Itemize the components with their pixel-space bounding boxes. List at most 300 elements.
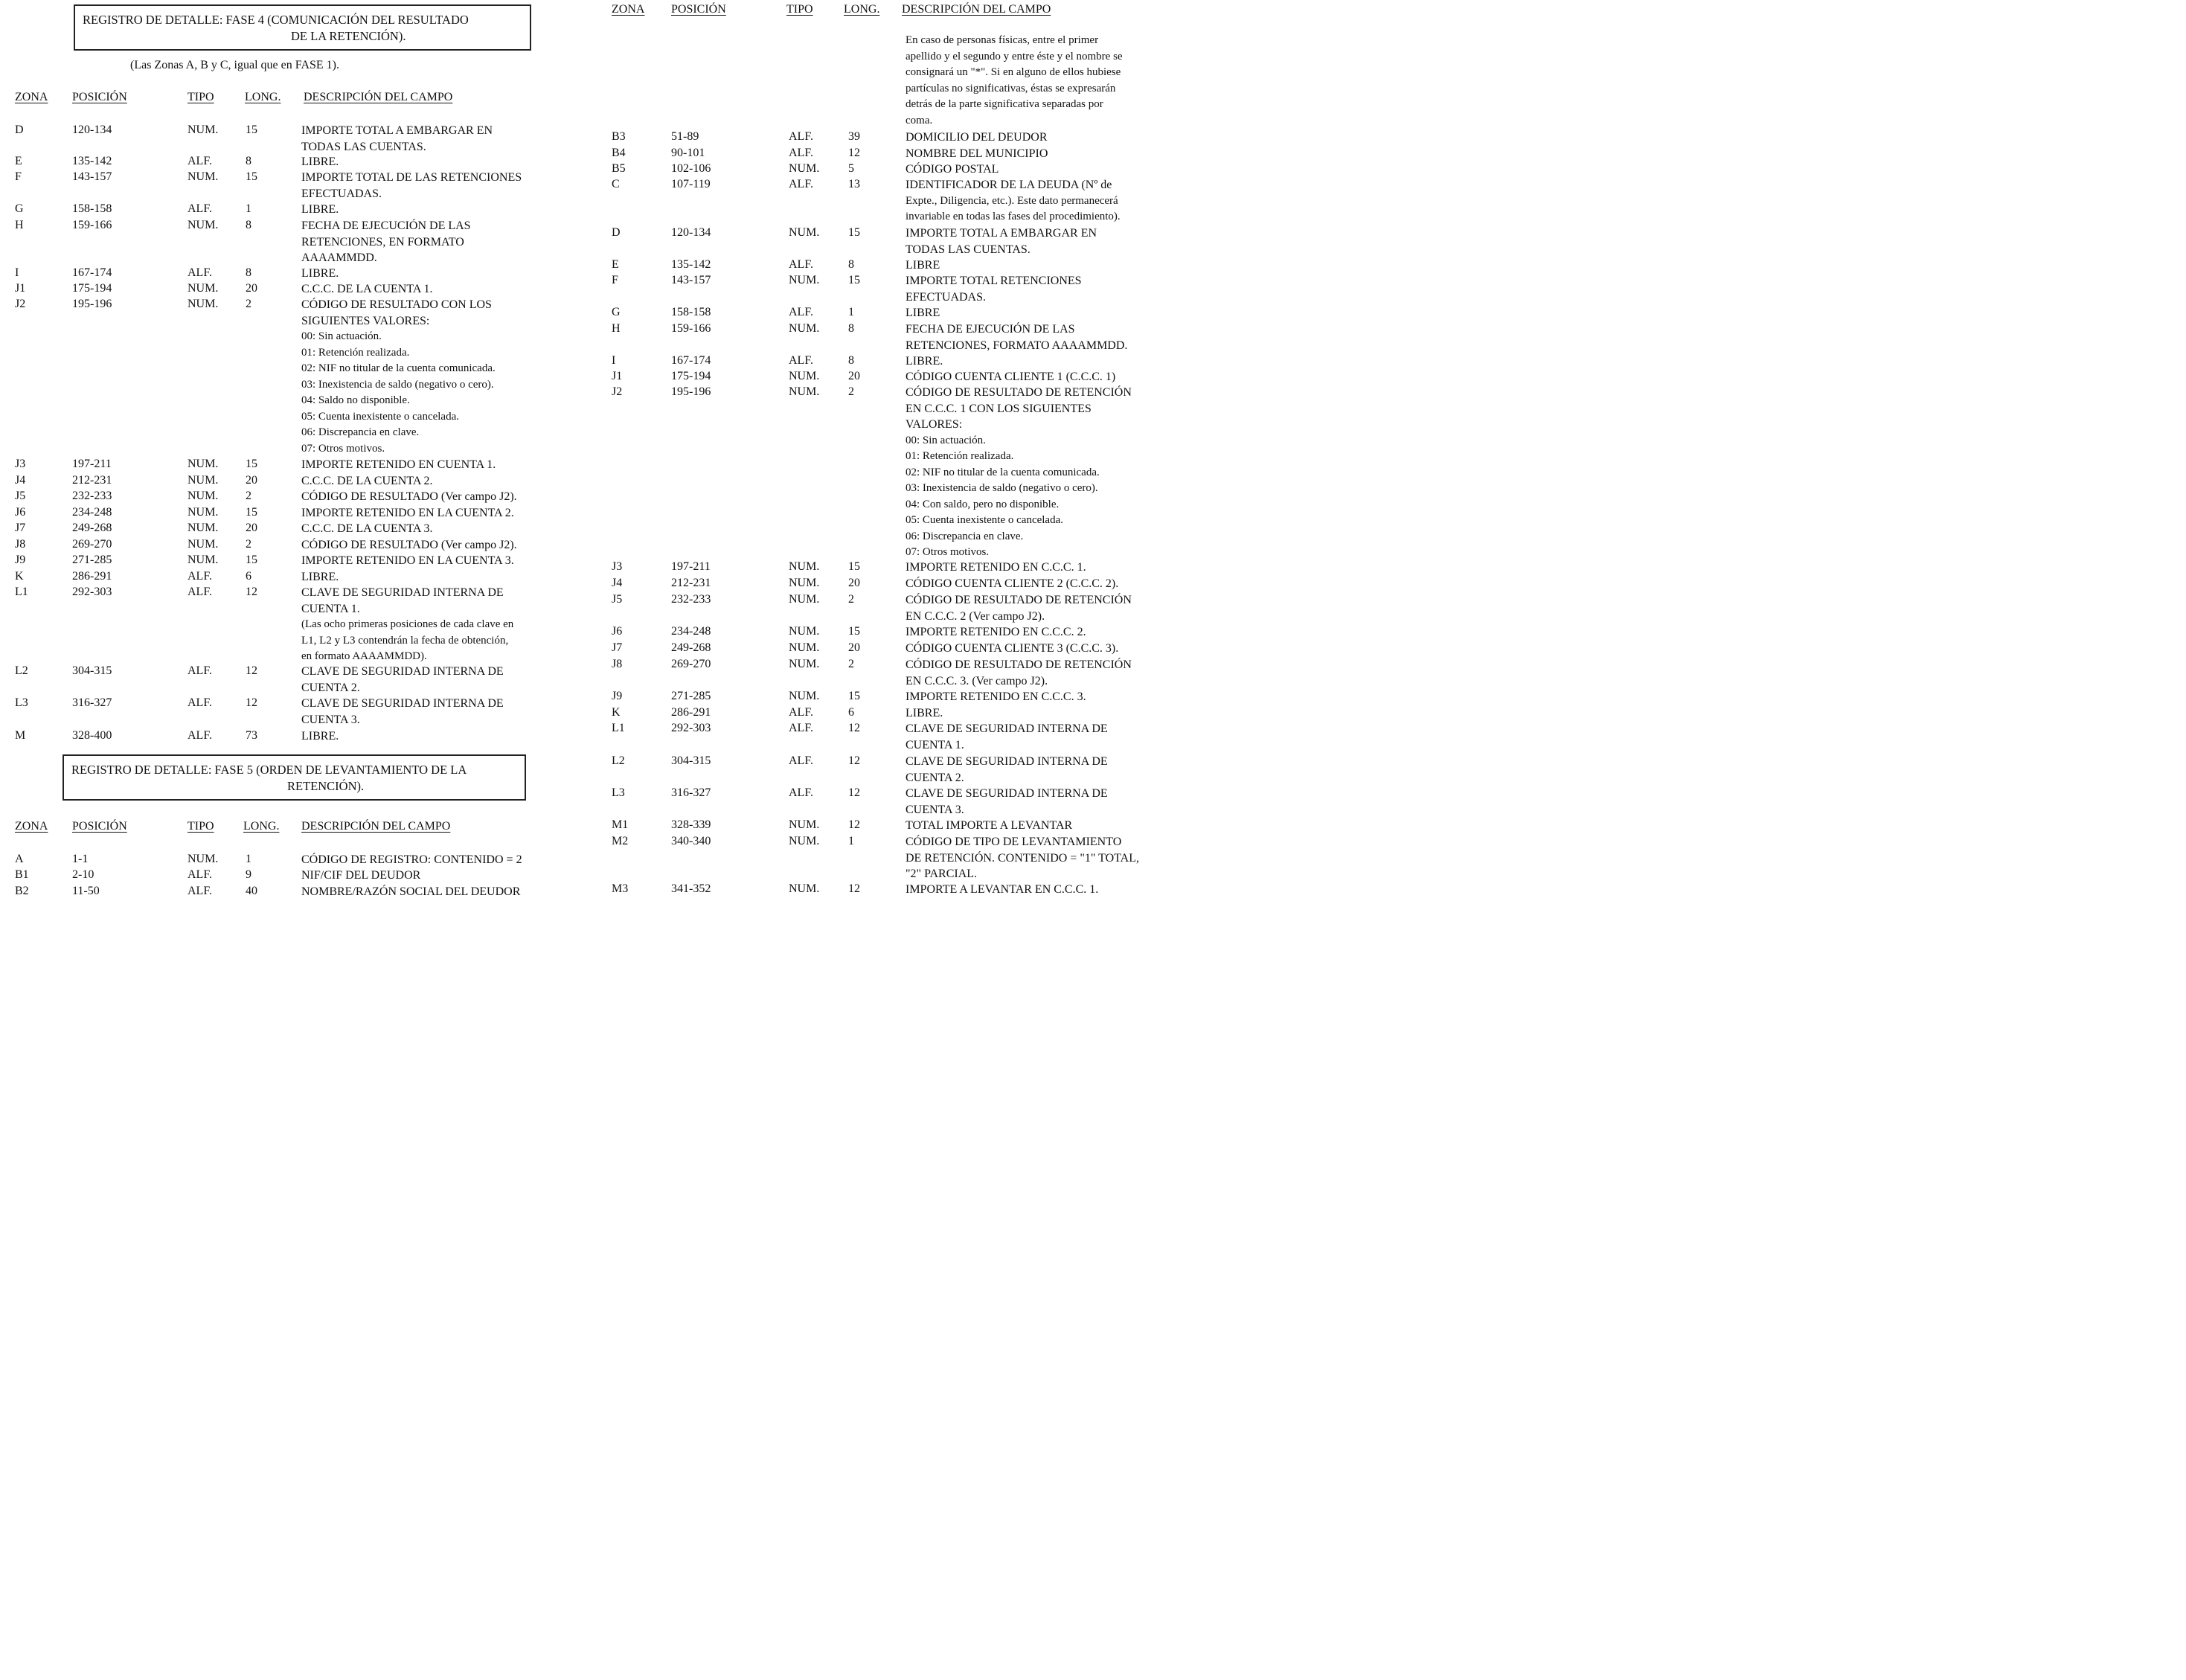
descripcion-cell <box>301 537 517 554</box>
descripcion-line: EFECTUADAS. <box>301 187 382 200</box>
descripcion-line: EN C.C.C. 2 (Ver campo J2). <box>906 609 1045 623</box>
descripcion-cell <box>906 257 940 274</box>
long-cell: 15 <box>246 124 257 136</box>
long-cell: 40 <box>246 885 257 897</box>
tipo-cell: NUM. <box>789 577 820 589</box>
zona-cell: J4 <box>15 474 26 487</box>
tipo-cell: NUM. <box>187 298 219 310</box>
posicion-cell: 197-211 <box>72 458 112 470</box>
descripcion-line: CLAVE DE SEGURIDAD INTERNA DE <box>906 755 1108 768</box>
tipo-cell: NUM. <box>789 882 820 895</box>
zona-cell: J1 <box>612 370 623 382</box>
zona-cell: M <box>15 729 26 742</box>
posicion-cell: 167-174 <box>671 354 711 367</box>
descripcion-line: CÓDIGO DE RESULTADO DE RETENCIÓN <box>906 658 1132 671</box>
long-cell: 12 <box>848 882 860 895</box>
tipo-cell: NUM. <box>789 658 820 670</box>
posicion-cell: 158-158 <box>72 202 112 215</box>
descripcion-cell <box>906 353 943 370</box>
tipo-cell: NUM. <box>187 522 219 534</box>
long-cell: 2 <box>246 490 251 502</box>
long-cell: 2 <box>848 385 854 398</box>
posicion-cell: 158-158 <box>671 306 711 318</box>
descripcion-line: LIBRE. <box>301 730 339 743</box>
tipo-cell: NUM. <box>187 458 219 470</box>
descripcion-line: CLAVE DE SEGURIDAD INTERNA DE <box>301 697 504 710</box>
descripcion-line: 07: Otros motivos. <box>301 442 385 455</box>
posicion-cell: 107-119 <box>671 178 711 190</box>
descripcion-line: (Las ocho primeras posiciones de cada clave en <box>301 618 514 630</box>
zona-cell: B5 <box>612 162 626 175</box>
tipo-cell: NUM. <box>789 818 820 831</box>
long-cell: 39 <box>848 130 860 143</box>
long-cell: 8 <box>246 219 251 231</box>
descripcion-cell <box>301 696 504 728</box>
long-cell: 12 <box>848 818 860 831</box>
descripcion-cell <box>301 202 339 218</box>
descripcion-cell <box>906 786 1108 818</box>
zona-cell: F <box>612 274 618 286</box>
descripcion-line: LIBRE. <box>301 156 339 168</box>
header-descripcion: DESCRIPCIÓN DEL CAMPO <box>304 91 453 103</box>
descripcion-line: SIGUIENTES VALORES: <box>301 314 430 327</box>
posicion-cell: 249-268 <box>671 641 711 654</box>
descripcion-cell <box>906 321 1127 353</box>
zona-cell: J6 <box>612 625 623 638</box>
zona-cell: E <box>15 155 22 167</box>
fase4-note: (Las Zonas A, B y C, igual que en FASE 1). <box>130 59 340 71</box>
descripcion-line: IMPORTE RETENIDO EN C.C.C. 1. <box>906 561 1086 574</box>
long-cell: 6 <box>246 570 251 583</box>
zona-cell: J5 <box>612 593 623 606</box>
posicion-cell: 195-196 <box>671 385 711 398</box>
descripcion-line: DE RETENCIÓN. CONTENIDO = "1" TOTAL, <box>906 851 1139 865</box>
tipo-cell: NUM. <box>789 593 820 606</box>
descripcion-line: CÓDIGO CUENTA CLIENTE 2 (C.C.C. 2). <box>906 577 1119 590</box>
descripcion-line: RETENCIONES, EN FORMATO <box>301 235 464 249</box>
descripcion-line: LIBRE. <box>301 571 339 583</box>
descripcion-cell <box>906 129 1048 146</box>
tipo-cell: ALF. <box>187 155 212 167</box>
posicion-cell: 195-196 <box>72 298 112 310</box>
posicion-cell: 271-285 <box>72 554 112 566</box>
zona-cell: D <box>15 124 24 136</box>
tipo-cell: ALF. <box>789 258 813 271</box>
posicion-cell: 341-352 <box>671 882 711 895</box>
zona-cell: J4 <box>612 577 623 589</box>
zona-cell: J7 <box>15 522 26 534</box>
descripcion-line: CUENTA 2. <box>906 771 964 784</box>
header-posicion: POSICIÓN <box>671 3 726 16</box>
posicion-cell: 249-268 <box>72 522 112 534</box>
posicion-cell: 292-303 <box>671 722 711 734</box>
long-cell: 8 <box>246 266 251 279</box>
descripcion-line: CLAVE DE SEGURIDAD INTERNA DE <box>906 722 1108 735</box>
intro-line: apellido y el segundo y entre éste y el nombre se <box>906 50 1123 62</box>
long-cell: 20 <box>848 370 860 382</box>
tipo-cell: ALF. <box>187 266 212 279</box>
header2-posicion: POSICIÓN <box>72 820 127 833</box>
zona-cell: M3 <box>612 882 629 895</box>
descripcion-line: CÓDIGO DE RESULTADO DE RETENCIÓN <box>906 594 1132 606</box>
fase5-title-line2: RETENCIÓN). <box>287 779 365 793</box>
descripcion-line: CÓDIGO DE RESULTADO (Ver campo J2). <box>301 490 517 503</box>
zona-cell: B4 <box>612 147 626 159</box>
posicion-cell: 135-142 <box>72 155 112 167</box>
descripcion-line: CÓDIGO DE RESULTADO CON LOS <box>301 298 492 311</box>
posicion-cell: 167-174 <box>72 266 112 279</box>
tipo-cell: NUM. <box>187 219 219 231</box>
posicion-cell: 304-315 <box>671 754 711 767</box>
descripcion-line: IMPORTE RETENIDO EN C.C.C. 2. <box>906 626 1086 638</box>
descripcion-cell <box>301 218 471 266</box>
zona-cell: L1 <box>612 722 625 734</box>
right-intro-text <box>906 33 1123 129</box>
posicion-cell: 102-106 <box>671 162 711 175</box>
descripcion-line: EFECTUADAS. <box>906 290 987 304</box>
zona-cell: L3 <box>15 696 28 709</box>
long-cell: 13 <box>848 178 860 190</box>
tipo-cell: ALF. <box>789 754 813 767</box>
fase4-title-line1: REGISTRO DE DETALLE: FASE 4 (COMUNICACIÓN DEL RESULTADO <box>83 13 469 27</box>
posicion-cell: 316-327 <box>72 696 112 709</box>
tipo-cell: NUM. <box>187 538 219 551</box>
header-posicion: POSICIÓN <box>72 91 127 103</box>
descripcion-cell <box>301 489 517 505</box>
zona-cell: I <box>15 266 19 279</box>
descripcion-line: en formato AAAAMMDD). <box>301 650 427 662</box>
long-cell: 15 <box>848 560 860 573</box>
zona-cell: J1 <box>15 282 26 295</box>
descripcion-line: IMPORTE RETENIDO EN LA CUENTA 2. <box>301 507 514 519</box>
descripcion-cell <box>301 154 339 170</box>
tipo-cell: ALF. <box>187 664 212 677</box>
descripcion-line: VALORES: <box>906 418 963 431</box>
descripcion-line: FECHA DE EJECUCIÓN DE LAS <box>906 323 1075 336</box>
zona-cell: H <box>612 322 621 335</box>
posicion-cell: 51-89 <box>671 130 699 143</box>
tipo-cell: ALF. <box>789 786 813 799</box>
descripcion-cell <box>906 161 999 178</box>
descripcion-cell <box>906 146 1048 162</box>
descripcion-line: CLAVE DE SEGURIDAD INTERNA DE <box>301 665 504 678</box>
posicion-cell: 232-233 <box>671 593 711 606</box>
tipo-cell: ALF. <box>789 706 813 719</box>
descripcion-cell <box>301 473 433 490</box>
descripcion-line: CÓDIGO DE RESULTADO (Ver campo J2). <box>301 539 517 551</box>
zona-cell: I <box>612 354 616 367</box>
descripcion-line: CUENTA 3. <box>906 803 964 816</box>
zona-cell: J8 <box>612 658 623 670</box>
descripcion-cell <box>906 369 1115 385</box>
descripcion-cell <box>906 818 1072 834</box>
intro-line: detrás de la parte significativa separadas por <box>906 98 1103 111</box>
descripcion-cell <box>301 728 339 745</box>
descripcion-line: IMPORTE RETENIDO EN CUENTA 1. <box>301 458 496 471</box>
descripcion-line: C.C.C. DE LA CUENTA 1. <box>301 283 433 295</box>
tipo-cell: NUM. <box>187 490 219 502</box>
zona-cell: E <box>612 258 619 271</box>
header2-long: LONG. <box>243 820 280 833</box>
descripcion-line: CÓDIGO DE REGISTRO: CONTENIDO = 2 <box>301 853 522 866</box>
descripcion-cell <box>301 521 433 537</box>
header-zona: ZONA <box>612 3 645 16</box>
descripcion-line: LIBRE. <box>301 267 339 280</box>
descripcion-cell <box>906 689 1086 705</box>
tipo-cell: ALF. <box>789 306 813 318</box>
header-descripcion: DESCRIPCIÓN DEL CAMPO <box>902 3 1051 16</box>
descripcion-line: C.C.C. DE LA CUENTA 2. <box>301 475 433 487</box>
zona-cell: M1 <box>612 818 629 831</box>
descripcion-line: CLAVE DE SEGURIDAD INTERNA DE <box>301 586 504 599</box>
long-cell: 73 <box>246 729 257 742</box>
tipo-cell: NUM. <box>789 641 820 654</box>
posicion-cell: 175-194 <box>671 370 711 382</box>
tipo-cell: ALF. <box>187 868 212 881</box>
zona-cell: J5 <box>15 490 26 502</box>
descripcion-cell <box>906 721 1108 753</box>
descripcion-cell <box>301 852 522 868</box>
zona-cell: B3 <box>612 130 626 143</box>
descripcion-cell <box>301 170 522 202</box>
zona-cell: B2 <box>15 885 29 897</box>
tipo-cell: NUM. <box>187 282 219 295</box>
descripcion-line: LIBRE. <box>301 203 339 216</box>
descripcion-line: NOMBRE/RAZÓN SOCIAL DEL DEUDOR <box>301 885 521 898</box>
descripcion-cell <box>906 657 1132 689</box>
long-cell: 9 <box>246 868 251 881</box>
posicion-cell: 120-134 <box>671 226 711 239</box>
descripcion-line: LIBRE <box>906 259 940 272</box>
posicion-cell: 2-10 <box>72 868 94 881</box>
descripcion-line: CÓDIGO DE RESULTADO DE RETENCIÓN <box>906 386 1132 399</box>
long-cell: 1 <box>246 202 251 215</box>
descripcion-cell <box>906 177 1121 225</box>
long-cell: 8 <box>848 354 854 367</box>
tipo-cell: NUM. <box>789 625 820 638</box>
long-cell: 12 <box>246 586 257 598</box>
tipo-cell: ALF. <box>187 586 212 598</box>
zona-cell: J9 <box>15 554 26 566</box>
zona-cell: L3 <box>612 786 625 799</box>
posicion-cell: 212-231 <box>72 474 112 487</box>
descripcion-line: FECHA DE EJECUCIÓN DE LAS <box>301 219 471 232</box>
long-cell: 15 <box>246 458 257 470</box>
descripcion-cell <box>906 624 1086 641</box>
descripcion-cell <box>301 569 339 586</box>
zona-cell: G <box>612 306 621 318</box>
descripcion-line: LIBRE. <box>906 355 943 368</box>
descripcion-line: IMPORTE TOTAL RETENCIONES <box>906 275 1082 287</box>
long-cell: 12 <box>848 722 860 734</box>
posicion-cell: 234-248 <box>671 625 711 638</box>
zona-cell: M2 <box>612 835 629 847</box>
tipo-cell: ALF. <box>187 202 212 215</box>
posicion-cell: 286-291 <box>671 706 711 719</box>
zona-cell: J9 <box>612 690 623 702</box>
descripcion-cell <box>906 754 1108 786</box>
descripcion-cell <box>301 868 420 884</box>
long-cell: 20 <box>246 282 257 295</box>
long-cell: 15 <box>848 226 860 239</box>
descripcion-line: 02: NIF no titular de la cuenta comunicada. <box>906 466 1100 478</box>
tipo-cell: NUM. <box>789 226 820 239</box>
descripcion-line: IMPORTE TOTAL A EMBARGAR EN <box>301 124 493 137</box>
posicion-cell: 292-303 <box>72 586 112 598</box>
descripcion-line: RETENCIONES, FORMATO AAAAMMDD. <box>906 339 1128 352</box>
descripcion-line: AAAAMMDD. <box>301 251 377 264</box>
descripcion-line: 02: NIF no titular de la cuenta comunicada. <box>301 362 496 374</box>
descripcion-line: DOMICILIO DEL DEUDOR <box>906 131 1048 144</box>
posicion-cell: 316-327 <box>671 786 711 799</box>
fase5-title-line1: REGISTRO DE DETALLE: FASE 5 (ORDEN DE LEVANTAMIENTO DE LA <box>71 763 467 777</box>
long-cell: 5 <box>848 162 854 175</box>
tipo-cell: NUM. <box>789 385 820 398</box>
descripcion-line: 04: Saldo no disponible. <box>301 394 410 406</box>
tipo-cell: NUM. <box>187 506 219 519</box>
descripcion-cell <box>906 834 1139 882</box>
posicion-cell: 143-157 <box>72 170 112 183</box>
posicion-cell: 328-339 <box>671 818 711 831</box>
long-cell: 20 <box>848 577 860 589</box>
descripcion-line: CUENTA 3. <box>301 713 360 726</box>
descripcion-cell <box>906 560 1086 576</box>
header-tipo: TIPO <box>786 3 813 16</box>
descripcion-cell <box>906 385 1132 561</box>
posicion-cell: 328-400 <box>72 729 112 742</box>
tipo-cell: NUM. <box>789 370 820 382</box>
long-cell: 20 <box>848 641 860 654</box>
zona-cell: D <box>612 226 621 239</box>
zona-cell: L2 <box>612 754 625 767</box>
tipo-cell: NUM. <box>187 124 219 136</box>
posicion-cell: 120-134 <box>72 124 112 136</box>
intro-line: En caso de personas físicas, entre el primer <box>906 34 1099 46</box>
tipo-cell: NUM. <box>187 554 219 566</box>
descripcion-line: IMPORTE A LEVANTAR EN C.C.C. 1. <box>906 883 1099 896</box>
descripcion-cell <box>906 576 1118 592</box>
descripcion-line: CLAVE DE SEGURIDAD INTERNA DE <box>906 787 1108 800</box>
tipo-cell: NUM. <box>789 162 820 175</box>
descripcion-line: NOMBRE DEL MUNICIPIO <box>906 147 1048 160</box>
descripcion-cell <box>301 266 339 282</box>
fase4-title-box <box>74 4 531 51</box>
posicion-cell: 175-194 <box>72 282 112 295</box>
descripcion-line: 01: Retención realizada. <box>301 346 410 359</box>
long-cell: 2 <box>246 538 251 551</box>
tipo-cell: ALF. <box>789 354 813 367</box>
header-long: LONG. <box>844 3 880 16</box>
descripcion-cell <box>301 884 520 900</box>
descripcion-line: IMPORTE RETENIDO EN LA CUENTA 3. <box>301 554 514 567</box>
posicion-cell: 143-157 <box>671 274 711 286</box>
descripcion-line: L1, L2 y L3 contendrán la fecha de obtención, <box>301 634 509 647</box>
descripcion-line: CÓDIGO CUENTA CLIENTE 1 (C.C.C. 1) <box>906 371 1116 383</box>
descripcion-line: "2" PARCIAL. <box>906 868 978 880</box>
descripcion-cell <box>301 457 496 473</box>
posicion-cell: 271-285 <box>671 690 711 702</box>
descripcion-line: 06: Discrepancia en clave. <box>906 530 1024 542</box>
long-cell: 20 <box>246 474 257 487</box>
descripcion-line: IDENTIFICADOR DE LA DEUDA (Nº de <box>906 179 1112 191</box>
long-cell: 8 <box>848 322 854 335</box>
posicion-cell: 159-166 <box>72 219 112 231</box>
long-cell: 1 <box>246 853 251 865</box>
posicion-cell: 269-270 <box>72 538 112 551</box>
descripcion-line: 05: Cuenta inexistente o cancelada. <box>301 410 459 423</box>
tipo-cell: ALF. <box>187 570 212 583</box>
descripcion-line: EN C.C.C. 3. (Ver campo J2). <box>906 674 1048 687</box>
zona-cell: J3 <box>15 458 26 470</box>
header-tipo: TIPO <box>187 91 214 103</box>
posicion-cell: 269-270 <box>671 658 711 670</box>
long-cell: 12 <box>246 696 257 709</box>
header2-tipo: TIPO <box>187 820 214 833</box>
tipo-cell: NUM. <box>789 835 820 847</box>
zona-cell: J2 <box>15 298 26 310</box>
descripcion-line: 00: Sin actuación. <box>301 330 382 342</box>
long-cell: 15 <box>848 274 860 286</box>
tipo-cell: NUM. <box>789 560 820 573</box>
zona-cell: J3 <box>612 560 623 573</box>
posicion-cell: 304-315 <box>72 664 112 677</box>
fase5-title-box <box>62 754 526 801</box>
descripcion-line: CUENTA 1. <box>301 602 360 615</box>
descripcion-line: IMPORTE RETENIDO EN C.C.C. 3. <box>906 690 1086 703</box>
tipo-cell: NUM. <box>187 474 219 487</box>
long-cell: 2 <box>848 593 854 606</box>
zona-cell: B1 <box>15 868 29 881</box>
posicion-cell: 232-233 <box>72 490 112 502</box>
descripcion-cell <box>906 305 940 321</box>
descripcion-cell <box>301 505 514 522</box>
descripcion-line: CÓDIGO POSTAL <box>906 163 999 176</box>
tipo-cell: ALF. <box>187 729 212 742</box>
tipo-cell: ALF. <box>789 178 813 190</box>
posicion-cell: 340-340 <box>671 835 711 847</box>
long-cell: 12 <box>246 664 257 677</box>
zona-cell: C <box>612 178 620 190</box>
long-cell: 8 <box>848 258 854 271</box>
long-cell: 8 <box>246 155 251 167</box>
descripcion-line: C.C.C. DE LA CUENTA 3. <box>301 522 433 535</box>
descripcion-line: LIBRE. <box>906 707 943 719</box>
descripcion-line: TODAS LAS CUENTAS. <box>906 243 1031 256</box>
descripcion-cell <box>906 273 1082 305</box>
intro-line: partículas no significativas, éstas se expresarán <box>906 82 1116 94</box>
tipo-cell: NUM. <box>789 274 820 286</box>
descripcion-cell <box>301 585 513 665</box>
descripcion-line: 05: Cuenta inexistente o cancelada. <box>906 514 1063 526</box>
header2-zona: ZONA <box>15 820 48 833</box>
descripcion-line: 01: Retención realizada. <box>906 450 1014 462</box>
posicion-cell: 1-1 <box>72 853 89 865</box>
tipo-cell: ALF. <box>187 885 212 897</box>
zona-cell: J2 <box>612 385 623 398</box>
posicion-cell: 11-50 <box>72 885 100 897</box>
posicion-cell: 286-291 <box>72 570 112 583</box>
long-cell: 1 <box>848 306 854 318</box>
long-cell: 1 <box>848 835 854 847</box>
descripcion-line: IMPORTE TOTAL DE LAS RETENCIONES <box>301 171 522 184</box>
descripcion-cell <box>301 281 433 298</box>
tipo-cell: ALF. <box>789 722 813 734</box>
long-cell: 12 <box>848 786 860 799</box>
descripcion-line: CUENTA 2. <box>301 681 360 694</box>
long-cell: 15 <box>848 625 860 638</box>
descripcion-line: invariable en todas las fases del procedimiento). <box>906 211 1121 222</box>
long-cell: 6 <box>848 706 854 719</box>
